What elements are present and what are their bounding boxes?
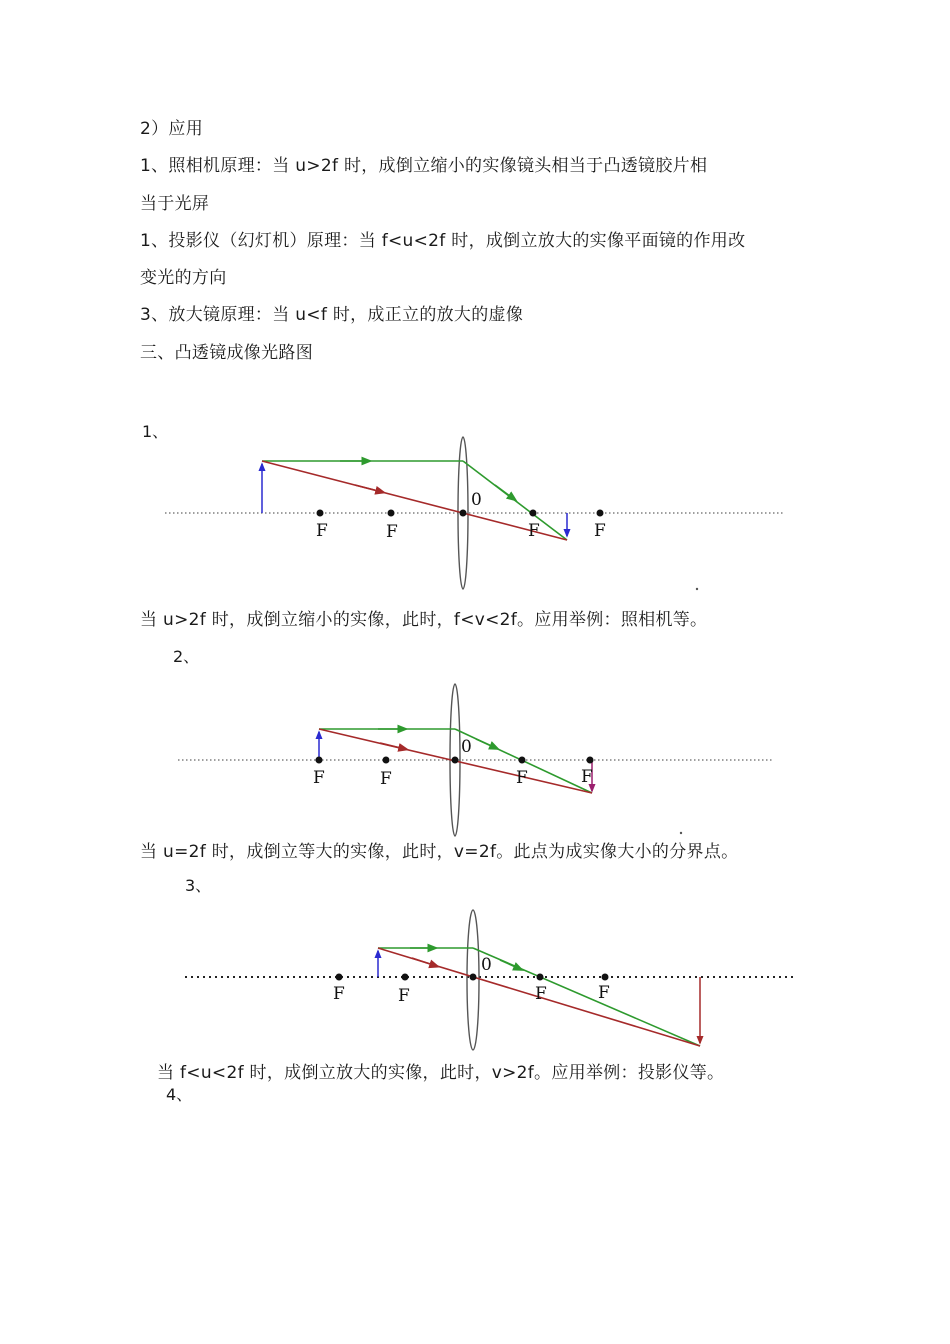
focal-point-dot [537,974,544,981]
camera-principle-line2: 当于光屏 [140,194,210,214]
lens-center-label: 0 [471,490,482,510]
diagram3-number: 3、 [185,876,212,895]
focal-point-dot [402,974,409,981]
diagram2-number: 2、 [173,647,200,666]
focal-label: F [333,984,345,1004]
camera-principle-line1: 1、照相机原理：当 u>2f 时，成倒立缩小的实像镜头相当于凸透镜胶片相 [140,156,708,176]
magnifier-principle: 3、放大镜原理：当 u<f 时，成正立的放大的虚像 [140,305,524,325]
focal-label: F [535,984,547,1004]
focal-label: F [598,983,610,1003]
focal-label: F [528,521,540,541]
diagram3-caption: 当 f<u<2f 时，成倒立放大的实像，此时，v>2f。应用举例：投影仪等。 [157,1063,725,1083]
projector-principle-line1: 1、投影仪（幻灯机）原理：当 f<u<2f 时，成倒立放大的实像平面镜的作用改 [140,231,746,251]
focal-point-dot [316,757,323,764]
lens-center-dot [460,510,467,517]
lens-center-label: 0 [461,737,472,757]
diagram1-ray-diagram [0,430,950,610]
speck [680,832,682,834]
focal-point-dot [597,510,604,517]
focal-label: F [398,986,410,1006]
focal-point-dot [383,757,390,764]
center-ray-arrow [412,958,436,966]
diagram2-caption: 当 u=2f 时，成倒立等大的实像，此时，v=2f。此点为成实像大小的分界点。 [140,842,739,862]
focal-label: F [316,521,328,541]
focal-point-dot [388,510,395,517]
lens-center-dot [470,974,477,981]
lens-center-dot [452,757,459,764]
focal-label: F [594,521,606,541]
focal-label: F [581,767,593,787]
diagram3-ray-diagram [0,905,950,1055]
focal-point-dot [587,757,594,764]
section-apply-heading: 2）应用 [140,119,204,139]
diagram1-number: 1、 [142,422,169,441]
center-ray-arrow [380,743,405,749]
refracted-ray-arrow [500,960,520,969]
speck [696,588,698,590]
diagram4-number: 4、 [166,1085,193,1104]
focal-label: F [516,768,528,788]
focal-label: F [313,768,325,788]
focal-point-dot [317,510,324,517]
focal-label: F [386,522,398,542]
focal-point-dot [519,757,526,764]
focal-label: F [380,769,392,789]
lens-center-label: 0 [481,955,492,975]
diagram2-ray-diagram [0,680,950,840]
focal-point-dot [336,974,343,981]
center-ray [262,461,567,540]
diagram1-caption: 当 u>2f 时，成倒立缩小的实像，此时，f<v<2f。应用举例：照相机等。 [140,610,708,630]
focal-point-dot [530,510,537,517]
focal-point-dot [602,974,609,981]
refracted-ray-arrow [476,739,496,748]
center-ray-arrow [355,485,382,492]
refracted-ray-arrow [495,485,514,499]
projector-principle-line2: 变光的方向 [140,268,227,288]
section3-title: 三、凸透镜成像光路图 [140,343,313,363]
